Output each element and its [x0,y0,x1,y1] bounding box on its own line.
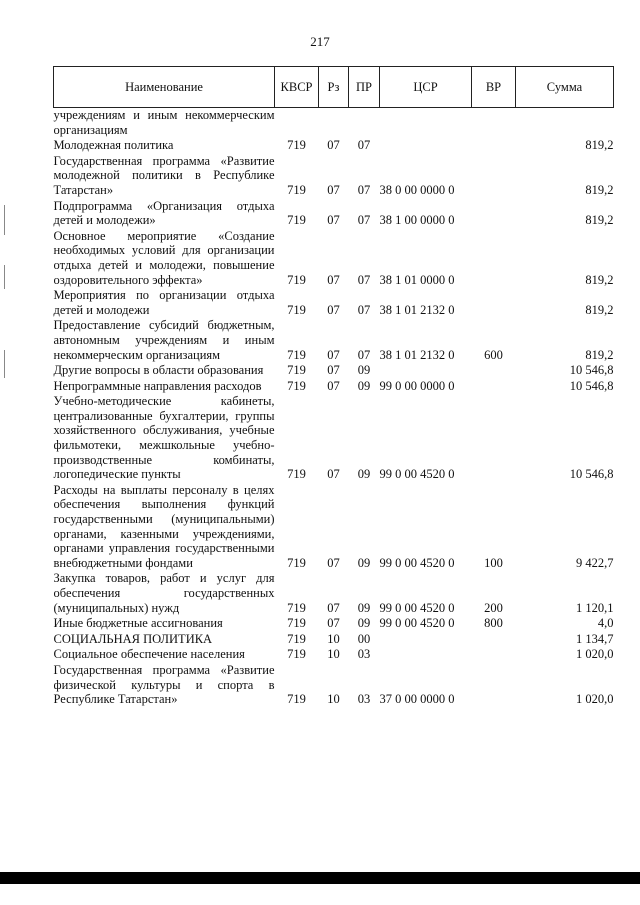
header-kvsr: КВСР [275,67,319,108]
cell-kvsr: 719 [287,302,306,317]
cell-pr: 07 [357,302,371,317]
cell-vr [472,662,516,707]
table-header-row [54,67,614,108]
cell-name: Учебно-методические кабинеты, централизованные бухгалтерии, группы хозяйственного обслуживания, учебные фильмотеки, межшкольные учебно-производственные комбинаты, логопедические пункты [53,394,275,482]
cell-sum: 819,2 [585,302,614,317]
header-csr: ЦСР [380,67,472,108]
cell-kvsr: 719 [287,647,306,662]
cell-name: Мероприятия по организации отдыха детей и молодежи [53,288,275,317]
cell-rz: 07 [327,363,340,378]
cell-kvsr: 719 [287,600,306,615]
cell-sum: 4,0 [597,616,614,631]
cell-rz: 07 [327,616,340,631]
cell-sum: 819,2 [585,182,614,197]
cell-kvsr: 719 [287,692,306,707]
cell-vr: 800 [484,616,503,631]
cell-vr [472,362,516,378]
cell-pr [349,108,380,138]
cell-kvsr: 719 [287,631,306,646]
scan-bottom-edge [0,872,640,884]
cell-sum: 10 546,8 [569,467,614,482]
cell-name: Основное мероприятие «Создание необходимых условий для организации отдыха детей и молодежи, повышение оздоровительного эффекта» [53,228,275,287]
cell-csr: 99 0 00 4520 0 [379,616,455,631]
cell-kvsr [275,108,319,138]
cell-rz: 07 [327,302,340,317]
table-row [54,108,614,138]
header-pr: ПР [349,67,380,108]
cell-vr [472,228,516,287]
table-row [54,378,614,394]
cell-pr: 00 [357,631,371,646]
cell-sum: 9 422,7 [576,555,614,570]
cell-vr [472,646,516,662]
cell-kvsr: 719 [287,347,306,362]
cell-sum: 10 546,8 [569,363,614,378]
cell-kvsr: 719 [287,272,306,287]
cell-vr [472,631,516,647]
table-row [54,482,614,571]
cell-vr [472,137,516,153]
cell-name: СОЦИАЛЬНАЯ ПОЛИТИКА [53,631,213,646]
cell-sum: 819,2 [585,347,614,362]
cell-vr [472,393,516,482]
cell-sum: 10 546,8 [569,378,614,393]
cell-csr: 38 1 00 0000 0 [379,213,455,228]
header-name: Наименование [54,67,275,108]
cell-vr: 600 [484,347,503,362]
cell-pr: 09 [357,363,371,378]
cell-name: Государственная программа «Развитие молодежной политики в Республике Татарстан» [53,153,275,197]
cell-pr: 09 [357,467,371,482]
cell-rz: 07 [327,347,340,362]
cell-vr [472,108,516,138]
header-sum: Сумма [516,67,614,108]
table-row [54,631,614,647]
cell-sum: 819,2 [585,213,614,228]
cell-csr: 99 0 00 4520 0 [379,467,455,482]
cell-pr: 03 [357,647,371,662]
cell-name: Социальное обеспечение населения [53,647,245,662]
cell-csr [380,631,472,647]
cell-rz: 07 [327,138,340,153]
cell-vr: 200 [484,600,503,615]
cell-csr: 99 0 00 4520 0 [379,600,455,615]
table-row [54,570,614,615]
cell-kvsr: 719 [287,378,306,393]
cell-rz: 07 [327,600,340,615]
table-row [54,646,614,662]
table-row [54,137,614,153]
page-number: 217 [310,34,330,49]
table-row [54,153,614,198]
cell-name: учреждениям и иным некоммерческим организациям [53,108,275,137]
table-row [54,287,614,317]
cell-name: Иные бюджетные ассигнования [53,616,223,631]
cell-rz: 10 [327,692,340,707]
cell-pr: 07 [357,213,371,228]
table-row [54,198,614,228]
cell-csr: 37 0 00 0000 0 [379,692,455,707]
cell-rz: 07 [327,467,340,482]
cell-name: Предоставление субсидий бюджетным, автономным учреждениям и иным некоммерческим организациям [53,318,275,362]
table-row [54,317,614,362]
cell-sum: 819,2 [585,272,614,287]
cell-csr [380,137,472,153]
cell-pr: 07 [357,272,371,287]
cell-sum: 1 134,7 [576,631,614,646]
cell-pr: 07 [357,182,371,197]
cell-csr: 38 1 01 2132 0 [379,302,455,317]
cell-sum [516,108,614,138]
cell-pr: 07 [357,347,371,362]
cell-kvsr: 719 [287,616,306,631]
cell-kvsr: 719 [287,555,306,570]
cell-pr: 07 [357,138,371,153]
cell-csr [380,362,472,378]
cell-vr [472,153,516,198]
cell-name: Расходы на выплаты персоналу в целях обеспечения выполнения функций государственными (муниципальными) органами, казенными учреждениями, органами управления государственными внебюджетными фондами [53,482,275,570]
cell-pr: 03 [357,692,371,707]
table-row [54,662,614,707]
cell-rz: 10 [327,647,340,662]
cell-rz: 07 [327,182,340,197]
table-row [54,393,614,482]
cell-name: Подпрограмма «Организация отдыха детей и молодежи» [53,198,275,228]
cell-kvsr: 719 [287,467,306,482]
cell-rz: 07 [327,555,340,570]
cell-csr: 38 1 01 2132 0 [379,347,455,362]
budget-table [53,66,614,707]
header-vr: ВР [472,67,516,108]
cell-rz: 07 [327,213,340,228]
table-row [54,615,614,631]
cell-pr: 09 [357,378,371,393]
cell-csr: 99 0 00 0000 0 [379,378,455,393]
cell-sum: 1 020,0 [576,647,614,662]
table-row [54,362,614,378]
cell-vr: 100 [484,555,503,570]
cell-csr [380,646,472,662]
header-rz: Рз [319,67,349,108]
cell-name: Государственная программа «Развитие физической культуры и спорта в Республике Татарстан» [53,662,275,707]
cell-sum: 1 020,0 [576,692,614,707]
cell-rz: 07 [327,272,340,287]
cell-rz: 10 [327,631,340,646]
cell-csr: 38 1 01 0000 0 [379,272,455,287]
cell-csr [380,108,472,138]
cell-kvsr: 719 [287,363,306,378]
scan-margin-mark [4,205,5,235]
cell-vr [472,287,516,317]
cell-name: Молодежная политика [53,138,174,153]
cell-name: Непрограммные направления расходов [53,378,262,393]
cell-vr [472,378,516,394]
cell-pr: 09 [357,555,371,570]
cell-csr: 38 0 00 0000 0 [379,182,455,197]
scan-margin-mark [4,265,5,289]
table-row [54,228,614,287]
cell-kvsr: 719 [287,138,306,153]
cell-name: Другие вопросы в области образования [53,363,264,378]
cell-rz: 07 [327,378,340,393]
cell-kvsr: 719 [287,213,306,228]
cell-kvsr: 719 [287,182,306,197]
cell-sum: 819,2 [585,138,614,153]
cell-name: Закупка товаров, работ и услуг для обеспечения государственных (муниципальных) нужд [53,571,275,615]
cell-sum: 1 120,1 [576,600,614,615]
cell-vr [472,198,516,228]
cell-pr: 09 [357,616,371,631]
scan-margin-mark [4,350,5,378]
cell-csr: 99 0 00 4520 0 [379,555,455,570]
cell-rz [319,108,349,138]
cell-pr: 09 [357,600,371,615]
